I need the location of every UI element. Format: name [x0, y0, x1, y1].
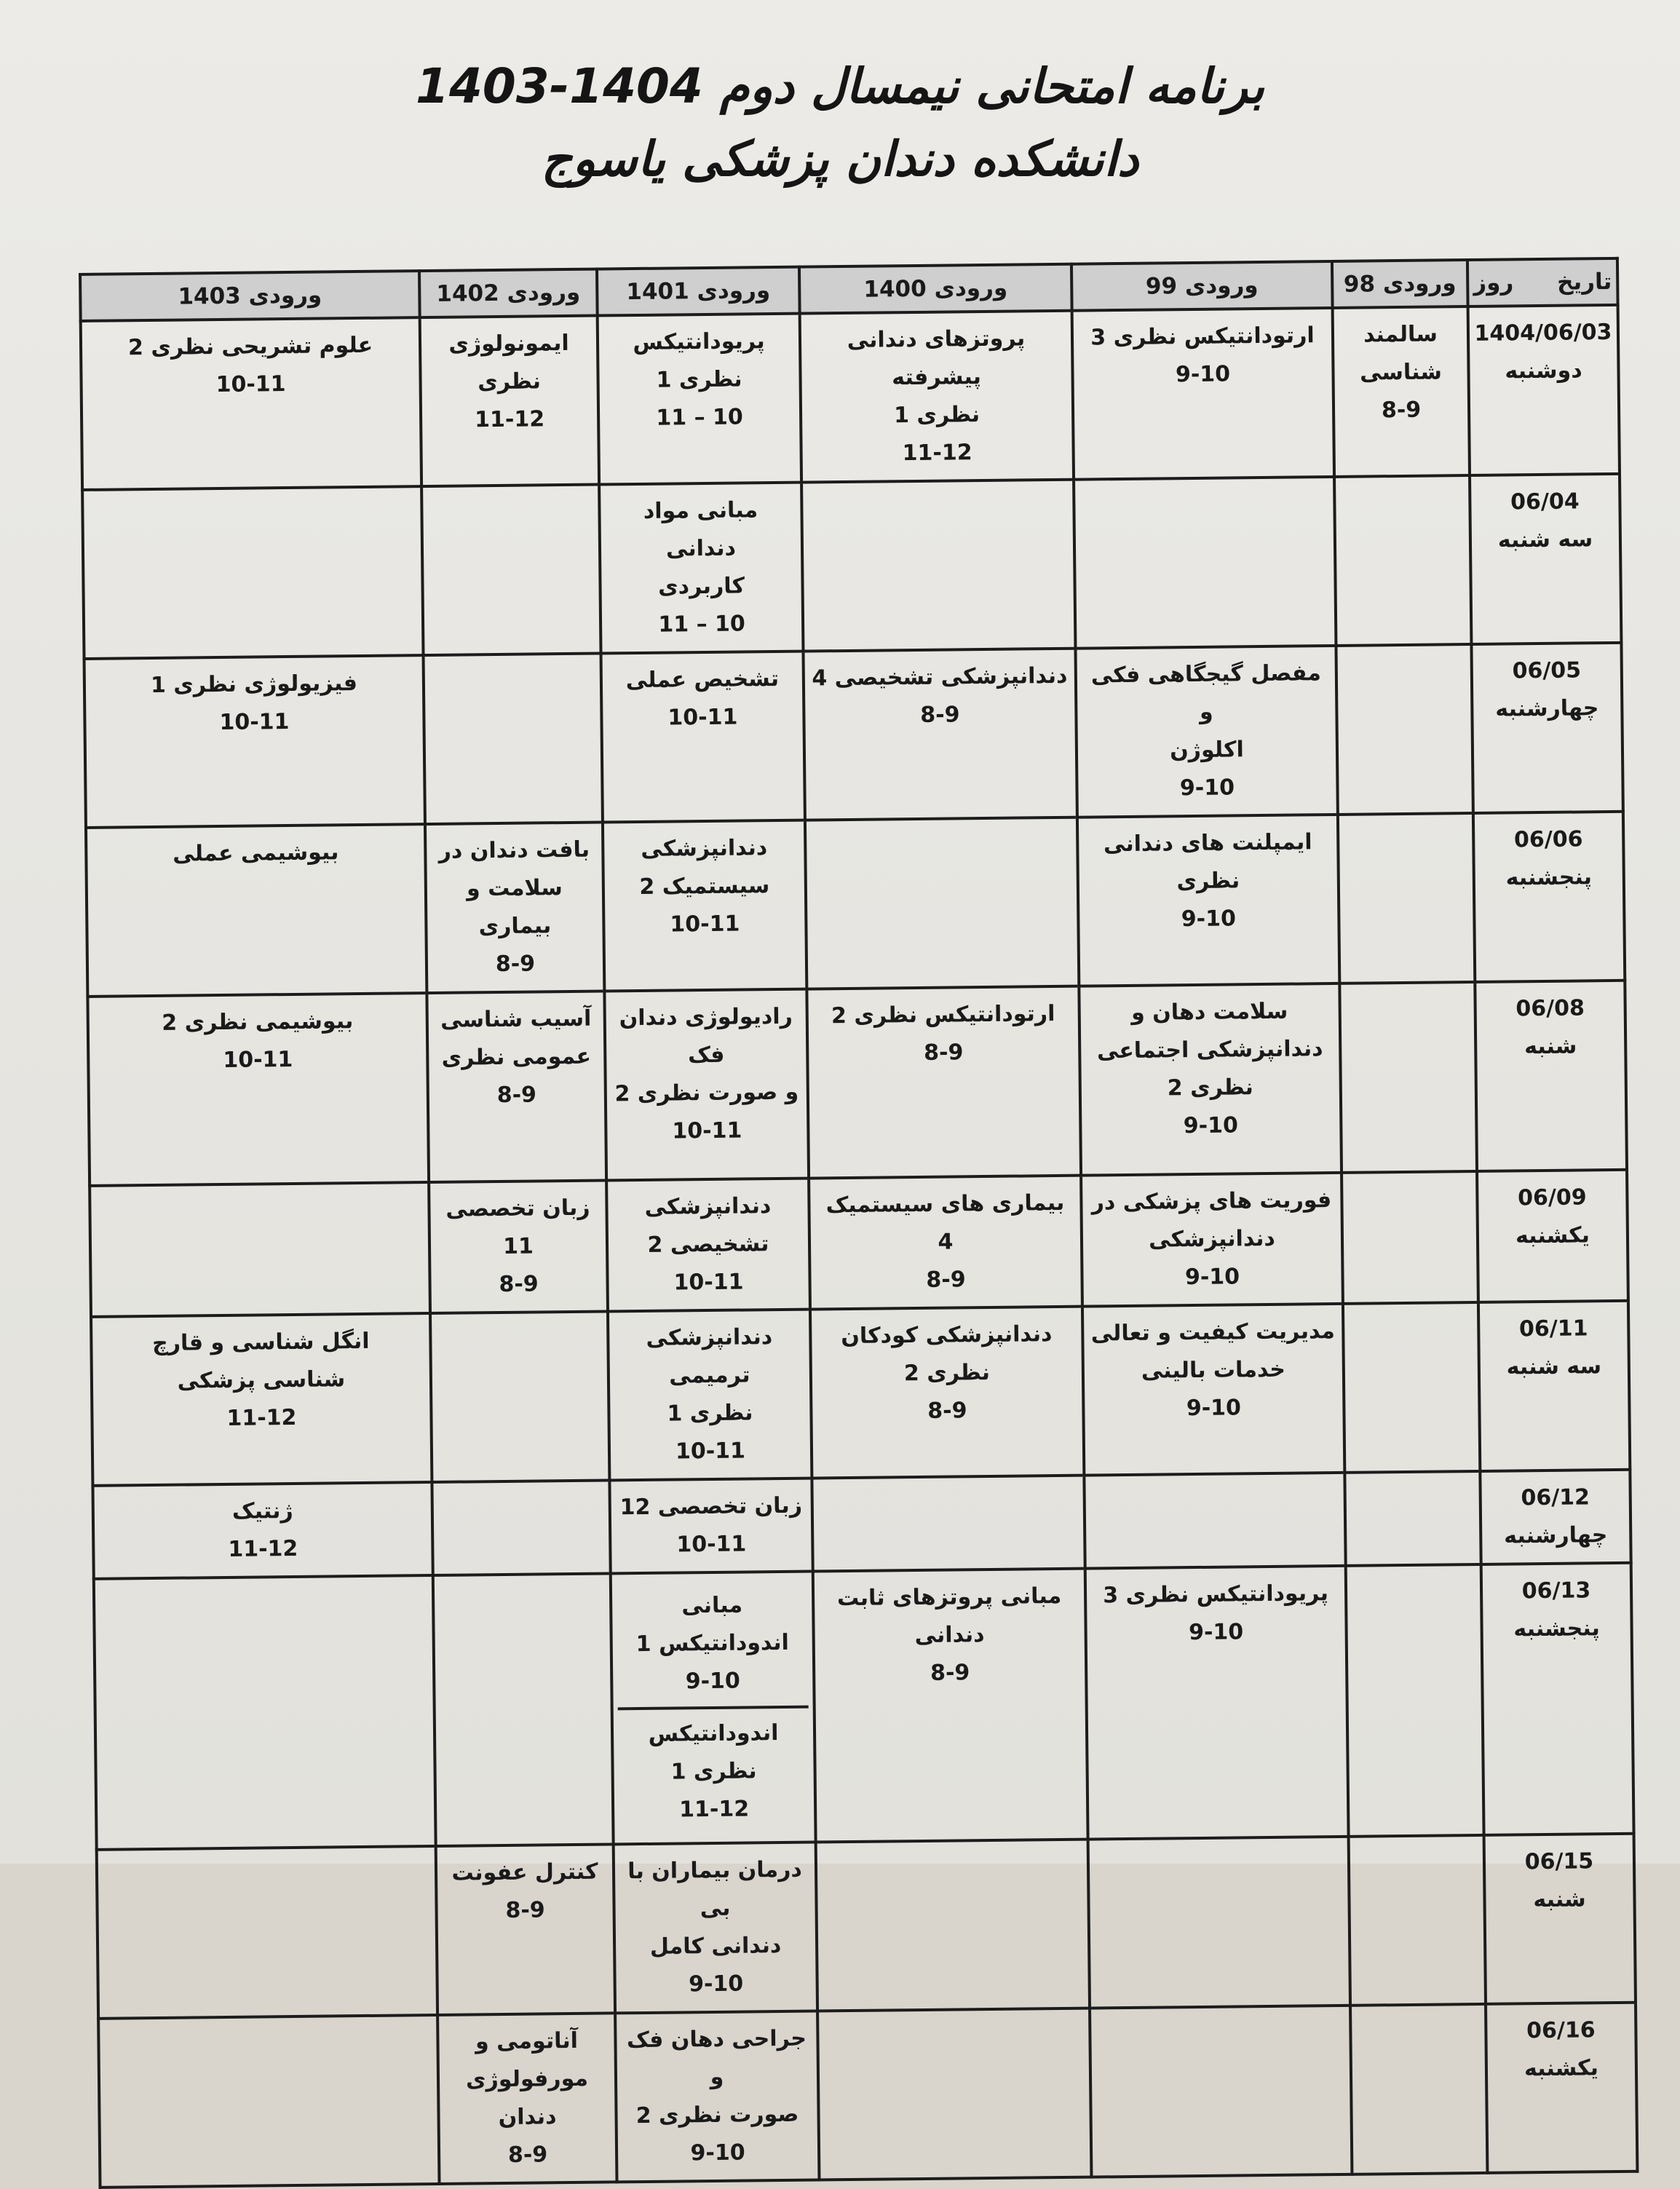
exam-course-line: مبانی اندودانتیکس 1: [635, 1592, 790, 1658]
exam-course-line: 10-11: [670, 911, 740, 938]
exam-cell-1402: [430, 1311, 609, 1482]
exam-course-line: 8-9: [927, 1398, 967, 1424]
table-row: [92, 1470, 1631, 1579]
exam-weekday: شنبه: [1533, 1886, 1586, 1913]
exam-cell-1403: [94, 1575, 436, 1850]
exam-cell-98: [1338, 813, 1475, 983]
exam-cell-98: [1343, 1302, 1480, 1473]
exam-cell-1401: [615, 2011, 819, 2182]
header-cohort-1402: ورودی 1402: [419, 269, 598, 318]
exam-course-line: سالمند: [1363, 321, 1438, 348]
exam-course-line: دندانپزشکی ترمیمی: [646, 1324, 773, 1389]
exam-course-line: 8-9: [1381, 397, 1422, 424]
exam-course-line: دندانپزشکی: [644, 1193, 772, 1220]
exam-course-line: 10-11: [215, 371, 286, 398]
exam-course-line: پریودانتیکس نظری 1: [633, 328, 765, 393]
exam-schedule-table-wrapper: [79, 257, 1636, 2189]
exam-weekday: یکشنبه: [1524, 2055, 1599, 2082]
exam-course-line: 9-10: [1179, 775, 1235, 801]
table-row: [82, 474, 1621, 659]
exam-cell-99: [1079, 983, 1342, 1176]
schedule-body: [81, 305, 1638, 2188]
exam-course-line: انگل شناسی و قارچ: [152, 1328, 370, 1357]
exam-date: 06/16: [1526, 2017, 1596, 2044]
exam-cell-1403: [98, 2015, 439, 2188]
exam-cell-98: [1339, 982, 1477, 1173]
exam-cell-1401: [608, 1310, 812, 1481]
exam-course-line: 8-9: [495, 951, 536, 978]
exam-course-line: 10-11: [676, 1531, 747, 1558]
exam-course-line: 9-10: [1186, 1395, 1242, 1422]
exam-time: 9-10: [685, 1668, 741, 1695]
header-cohort-99: ورودی 99: [1071, 261, 1333, 311]
exam-course-line: 11-12: [474, 406, 545, 433]
exam-cell-1400: [801, 480, 1075, 652]
table-row: [90, 1170, 1628, 1317]
exam-date: 06/04: [1510, 488, 1580, 515]
exam-cell-1402: [421, 485, 601, 656]
exam-cell-98: [1349, 1835, 1486, 2006]
exam-course-line: 8-9: [499, 1271, 539, 1298]
date-day-cell: [1477, 1170, 1628, 1302]
exam-cell-1400: [800, 311, 1074, 483]
exam-course-line: بیوشیمی عملی: [173, 839, 339, 867]
exam-course-line: شناسی: [1359, 359, 1443, 386]
exam-course-line: 11-12: [902, 440, 972, 467]
exam-cell-1400: [809, 1176, 1082, 1310]
exam-course-line: دندانی کامل: [649, 1933, 782, 1960]
exam-course-line: 8-9: [926, 1267, 966, 1293]
header-date: تاریخ: [1556, 268, 1612, 296]
exam-course-line: 9-10: [1184, 1264, 1240, 1291]
exam-cell-1401: [604, 989, 809, 1181]
exam-cell-1402: [420, 316, 599, 487]
exam-cell-1403: [81, 317, 421, 490]
date-day-cell: [1481, 1563, 1634, 1835]
exam-course-line: 9-10: [1183, 1112, 1239, 1139]
exam-course-line: مدیریت کیفیت و تعالی: [1090, 1318, 1336, 1347]
exam-weekday: پنجشنبه: [1505, 864, 1593, 891]
exam-course-line: نظری 2: [1167, 1074, 1253, 1101]
exam-cell-1400: [817, 2008, 1091, 2180]
exam-course-line: سلامت و بیماری: [466, 875, 563, 940]
exam-course-line: تشخیص عملی: [625, 665, 780, 694]
exam-cell-1402: [425, 823, 604, 994]
exam-course-line: دندانپزشکی: [1148, 1225, 1276, 1253]
exam-cell-99: [1088, 1837, 1350, 2008]
exam-course-line: شناسی پزشکی: [177, 1366, 346, 1394]
exam-cell-99: [1085, 1566, 1349, 1840]
exam-course-line: کاربردی: [657, 573, 745, 600]
exam-cell-1403: [91, 1313, 432, 1486]
exam-course-line: دندانپزشکی اجتماعی: [1096, 1036, 1323, 1064]
exam-course-line: دندانپزشکی کودکان نظری 2: [841, 1321, 1053, 1387]
exam-course-line: دندانپزشکی: [641, 835, 768, 862]
exam-course-line: 9-10: [1188, 1619, 1244, 1646]
exam-course-line: ارتودانتیکس نظری 3: [1090, 322, 1315, 351]
date-day-cell: [1484, 1834, 1636, 2004]
faculty-title: دانشکده دندان پزشکی یاسوج: [541, 131, 1139, 187]
exam-weekday: سه شنبه: [1497, 526, 1593, 553]
exam-cell-1402: [436, 1844, 615, 2015]
exam-course-line: 9-10: [1175, 361, 1231, 388]
exam-cell-98: [1336, 644, 1473, 815]
table-row: [86, 812, 1625, 997]
exam-cell-1401: [614, 1842, 817, 2014]
exam-cell-1403: [84, 655, 425, 828]
exam-cell-99: [1081, 1173, 1343, 1307]
exam-course-line: 10 – 11: [656, 404, 743, 431]
date-day-cell: [1470, 474, 1621, 644]
exam-course-line: 8-9: [496, 1082, 537, 1109]
exam-course-line: نظری 1: [667, 1400, 753, 1427]
header-cohort-1403: ورودی 1403: [80, 271, 420, 321]
exam-date: 06/11: [1518, 1315, 1588, 1342]
exam-course-line: جراحی دهان فک و: [626, 2025, 807, 2091]
table-row: [87, 981, 1627, 1186]
exam-course-line: 8-9: [930, 1660, 970, 1686]
exam-time: 11-12: [678, 1796, 750, 1823]
exam-course-line: بیوشیمی نظری 2: [162, 1008, 354, 1036]
exam-course-line: علوم تشریحی نظری 2: [127, 332, 373, 361]
exam-course-line: درمان بیماران با بی: [627, 1856, 802, 1922]
exam-date: 06/08: [1515, 995, 1585, 1022]
exam-course-line: 8-9: [505, 1897, 545, 1923]
exam-cell-1403: [87, 993, 429, 1186]
date-day-cell: [1478, 1301, 1630, 1471]
table-row: [97, 1834, 1636, 2019]
exam-weekday: پنجشنبه: [1513, 1615, 1600, 1642]
exam-course-line: خدمات بالینی: [1141, 1356, 1286, 1384]
exam-cell-1402: [429, 1180, 608, 1313]
exam-course-line: آناتومی و: [475, 2027, 579, 2055]
exam-course-line: بافت دندان در: [438, 836, 590, 864]
exam-course-line: مبانی مواد دندانی: [643, 497, 758, 562]
exam-cell-98: [1346, 1564, 1484, 1837]
exam-cell-1402: [424, 654, 603, 825]
exam-cell-99: [1077, 815, 1339, 986]
exam-course-line: مفصل گیجگاهی فکی و: [1090, 660, 1322, 725]
exam-course-line: 8-9: [923, 1040, 964, 1066]
exam-cell-1403: [90, 1182, 430, 1317]
exam-weekday: چهارشنبه: [1504, 1522, 1608, 1549]
exam-course-line: 11-12: [226, 1404, 297, 1431]
exam-course-line: زبان تخصصی 12: [619, 1492, 803, 1521]
exam-course-line: 10-11: [667, 704, 738, 731]
exam-cell-1401: [611, 1572, 816, 1845]
exam-course-line: رادیولوژی دندان فک: [619, 1003, 793, 1069]
exam-course-line: ژنتیک: [231, 1498, 293, 1524]
header-date-day: [1467, 258, 1618, 306]
exam-cell-99: [1072, 308, 1334, 480]
exam-course-line: فوریت های پزشکی در: [1091, 1187, 1332, 1216]
date-day-cell: [1480, 1470, 1631, 1564]
exam-cell-1403: [92, 1482, 432, 1579]
exam-course-line: پریودانتیکس نظری 3: [1103, 1580, 1329, 1609]
date-day-cell: [1468, 305, 1620, 475]
exam-date: 06/05: [1512, 657, 1582, 684]
exam-course-line: اندودانتیکس نظری 1: [648, 1720, 779, 1785]
exam-course-line: کنترل عفونت: [451, 1859, 598, 1886]
exam-cell-1400: [805, 818, 1079, 989]
schedule-title: برنامه امتحانی نیمسال دوم 1404-1403: [416, 58, 1264, 114]
date-day-cell: [1486, 2003, 1637, 2173]
exam-course-line: بیماری های سیستمیک 4: [825, 1189, 1065, 1255]
exam-course-line: زبان تخصصی 11: [445, 1195, 590, 1259]
exam-cell-98: [1344, 1471, 1481, 1566]
exam-course-line: 10 – 11: [658, 611, 745, 638]
exam-cell-1403: [97, 1846, 437, 2019]
header-cohort-1400: ورودی 1400: [799, 264, 1072, 314]
exam-course-line: 10-11: [675, 1438, 746, 1465]
table-row: [91, 1301, 1630, 1486]
date-day-cell: [1475, 981, 1627, 1171]
exam-weekday: چهارشنبه: [1495, 695, 1599, 722]
exam-course-line: 10-11: [672, 1117, 742, 1144]
table-row: [84, 643, 1623, 828]
date-day-cell: [1471, 643, 1622, 813]
exam-date: 1404/06/03: [1474, 319, 1612, 347]
exam-schedule-table: [79, 257, 1639, 2189]
exam-course-line: دندانپزشکی تشخیصی 4: [812, 662, 1068, 692]
exam-date: 06/13: [1521, 1578, 1591, 1604]
exam-course-line: 11-12: [228, 1535, 298, 1562]
exam-cell-1402: [433, 1573, 614, 1846]
exam-cell-98: [1334, 475, 1471, 646]
exam-cell-1403: [82, 486, 423, 659]
exam-cell-99: [1074, 477, 1336, 649]
exam-course-line: عمومی نظری: [441, 1043, 592, 1071]
exam-course-line: 10-11: [223, 1046, 293, 1073]
exam-cell-1403: [86, 824, 427, 997]
exam-course-line: مبانی پروتزهای ثابت دندانی: [836, 1583, 1062, 1649]
exam-course-line: صورت نظری 2: [635, 2101, 799, 2129]
exam-course-line: 9-10: [1181, 906, 1237, 933]
exam-cell-1401: [599, 483, 803, 654]
exam-cell-1401: [603, 820, 807, 991]
exam-course-line: پروتزهای دندانی پیشرفته: [847, 325, 1026, 391]
date-day-cell: [1473, 812, 1625, 982]
exam-cell-99: [1090, 2006, 1352, 2177]
exam-course-line: و صورت نظری 2: [614, 1079, 799, 1107]
exam-weekday: شنبه: [1524, 1033, 1577, 1060]
exam-date: 06/09: [1517, 1184, 1587, 1211]
exam-weekday: سه شنبه: [1506, 1353, 1602, 1380]
exam-cell-1401: [598, 314, 801, 485]
exam-course-line: 10-11: [219, 709, 290, 736]
exam-date: 06/15: [1524, 1848, 1594, 1875]
exam-course-line: آسیب شناسی: [440, 1005, 592, 1033]
exam-cell-99: [1084, 1473, 1345, 1569]
exam-course-line: 8-9: [920, 702, 960, 728]
exam-cell-1400: [812, 1476, 1085, 1572]
exam-date: 06/12: [1521, 1484, 1590, 1511]
exam-course-line: 8-9: [507, 2142, 548, 2168]
exam-cell-98: [1350, 2004, 1487, 2174]
exam-cell-1400: [813, 1569, 1088, 1842]
exam-course-line: فیزیولوژی نظری 1: [150, 670, 358, 698]
exam-cell-99: [1082, 1304, 1344, 1476]
exam-cell-1401: [606, 1179, 810, 1312]
exam-course-line: ایمپلنت های دندانی نظری: [1103, 829, 1312, 895]
exam-course-line: ارتودانتیکس نظری 2: [831, 1001, 1055, 1029]
header-day: روز: [1473, 269, 1514, 296]
exam-subcell: [617, 1580, 809, 1708]
exam-course-line: اکلوژن: [1169, 737, 1244, 764]
exam-course-line: سیستمیک 2: [639, 873, 770, 900]
exam-cell-1400: [810, 1307, 1084, 1479]
exam-cell-1401: [601, 652, 805, 823]
exam-cell-1402: [437, 2013, 617, 2184]
exam-cell-1401: [609, 1479, 812, 1574]
exam-cell-98: [1342, 1171, 1478, 1304]
exam-subcell: [618, 1706, 810, 1836]
table-row: [81, 305, 1620, 490]
exam-cell-1400: [803, 649, 1077, 820]
exam-weekday: دوشنبه: [1505, 357, 1582, 384]
exam-course-line: سلامت دهان و: [1130, 998, 1288, 1026]
exam-course-line: تشخیصی 2: [647, 1231, 769, 1258]
exam-course-line: نظری 1: [893, 402, 980, 429]
header-cohort-1401: ورودی 1401: [597, 267, 800, 316]
exam-cell-1400: [807, 986, 1081, 1179]
exam-course-line: 9-10: [688, 1971, 744, 1998]
exam-cell-1402: [427, 991, 606, 1182]
exam-course-line: ایمونولوژی نظری: [448, 330, 569, 395]
exam-course-line: 9-10: [690, 2139, 745, 2166]
exam-cell-99: [1075, 646, 1337, 818]
table-row: [98, 2003, 1637, 2188]
exam-course-line: مورفولوژی دندان: [465, 2065, 589, 2131]
exam-cell-98: [1333, 306, 1470, 477]
table-row: [94, 1563, 1634, 1850]
exam-date: 06/06: [1513, 826, 1583, 853]
exam-course-line: 10-11: [673, 1269, 744, 1296]
header-cohort-98: ورودی 98: [1332, 260, 1468, 308]
exam-cell-1402: [432, 1480, 610, 1575]
exam-weekday: یکشنبه: [1515, 1222, 1590, 1249]
exam-cell-1400: [816, 1840, 1090, 2011]
